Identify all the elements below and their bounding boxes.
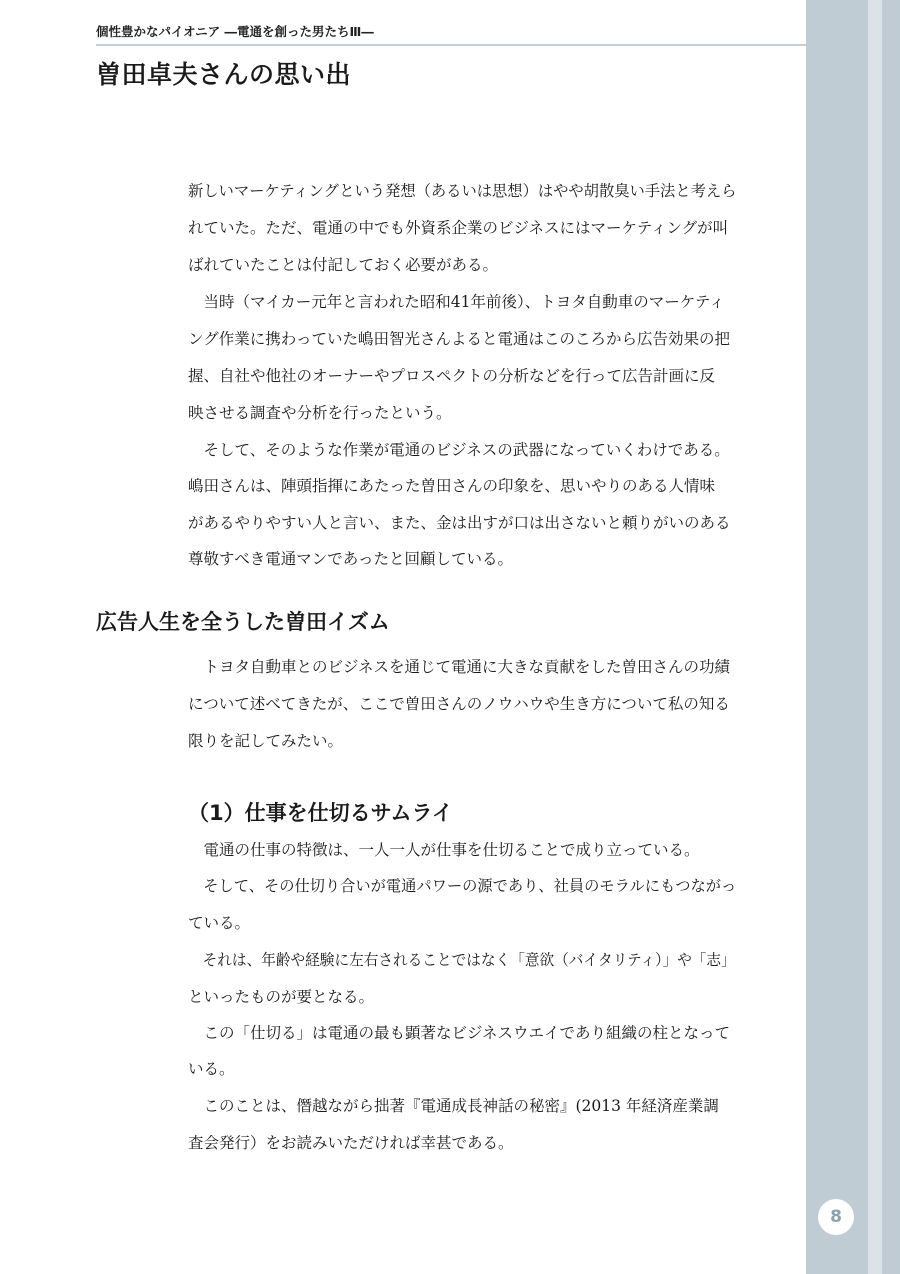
- body-line: トヨタ自動車とのビジネスを通じて電通に大きな貢献をした曽田さんの功績: [188, 658, 731, 676]
- body-line: れていた。ただ、電通の中でも外資系企業のビジネスにはマーケティングが叫: [188, 219, 729, 237]
- body-line: 尊敬すべき電通マンであったと回顧している。: [188, 550, 514, 568]
- page-title: 曽田卓夫さんの思い出: [96, 60, 352, 89]
- body-line: そして、その仕切り合いが電通パワーの源であり、社員のモラルにもつながっ: [188, 877, 737, 895]
- section-heading: 広告人生を全うした曽田イズム: [96, 610, 390, 634]
- side-band: [806, 0, 900, 1274]
- body-line: 限りを記してみたい。: [188, 732, 344, 750]
- body-line: このことは、僭越ながら拙著『電通成長神話の秘密』(2013 年経済産業調: [188, 1097, 719, 1115]
- body-line: 映させる調査や分析を行ったという。: [188, 404, 452, 422]
- header-rule: [96, 44, 806, 46]
- subsection-heading: （1）仕事を仕切るサムライ: [188, 801, 453, 825]
- body-line: ばれていたことは付記しておく必要がある。: [188, 256, 499, 274]
- page-number: 8: [818, 1199, 854, 1235]
- body-line: そして、そのような作業が電通のビジネスの武器になっていくわけである。: [188, 441, 730, 459]
- body-line: 電通の仕事の特徴は、一人一人が仕事を仕切ることで成り立っている。: [188, 841, 700, 859]
- body-line: といったものが要となる。: [188, 988, 375, 1006]
- running-header: 個性豊かなパイオニア ―電通を創った男たちⅢ―: [96, 24, 374, 39]
- body-line: 握、自社や他社のオーナーやプロスペクトの分析などを行って広告計画に反: [188, 367, 716, 385]
- body-line: 当時（マイカー元年と言われた昭和41年前後）、トヨタ自動車のマーケティ: [188, 293, 725, 311]
- body-line: それは、年齢や経験に左右されることではなく「意欲（バイタリティ）」や「志」: [188, 951, 736, 969]
- body-line: この「仕切る」は電通の最も顕著なビジネスウエイであり組織の柱となって: [188, 1024, 731, 1042]
- body-line: について述べてきたが、ここで曽田さんのノウハウや生き方について私の知る: [188, 695, 730, 713]
- body-line: 新しいマーケティングという発想（あるいは思想）はやや胡散臭い手法と考えら: [188, 182, 737, 200]
- body-line: があるやりやすい人と言い、また、金は出すが口は出さないと頼りがいのある: [188, 514, 731, 532]
- body-line: いる。: [188, 1060, 235, 1078]
- body-line: ング作業に携わっていた嶋田智光さんよると電通はこのころから広告効果の把: [188, 330, 731, 348]
- body-line: ている。: [188, 914, 251, 932]
- body-line: 嶋田さんは、陣頭指揮にあたった曽田さんの印象を、思いやりのある人情味: [188, 477, 716, 495]
- body-line: 査会発行）をお読みいただければ幸甚である。: [188, 1134, 514, 1152]
- side-band-stripe: [868, 0, 882, 1274]
